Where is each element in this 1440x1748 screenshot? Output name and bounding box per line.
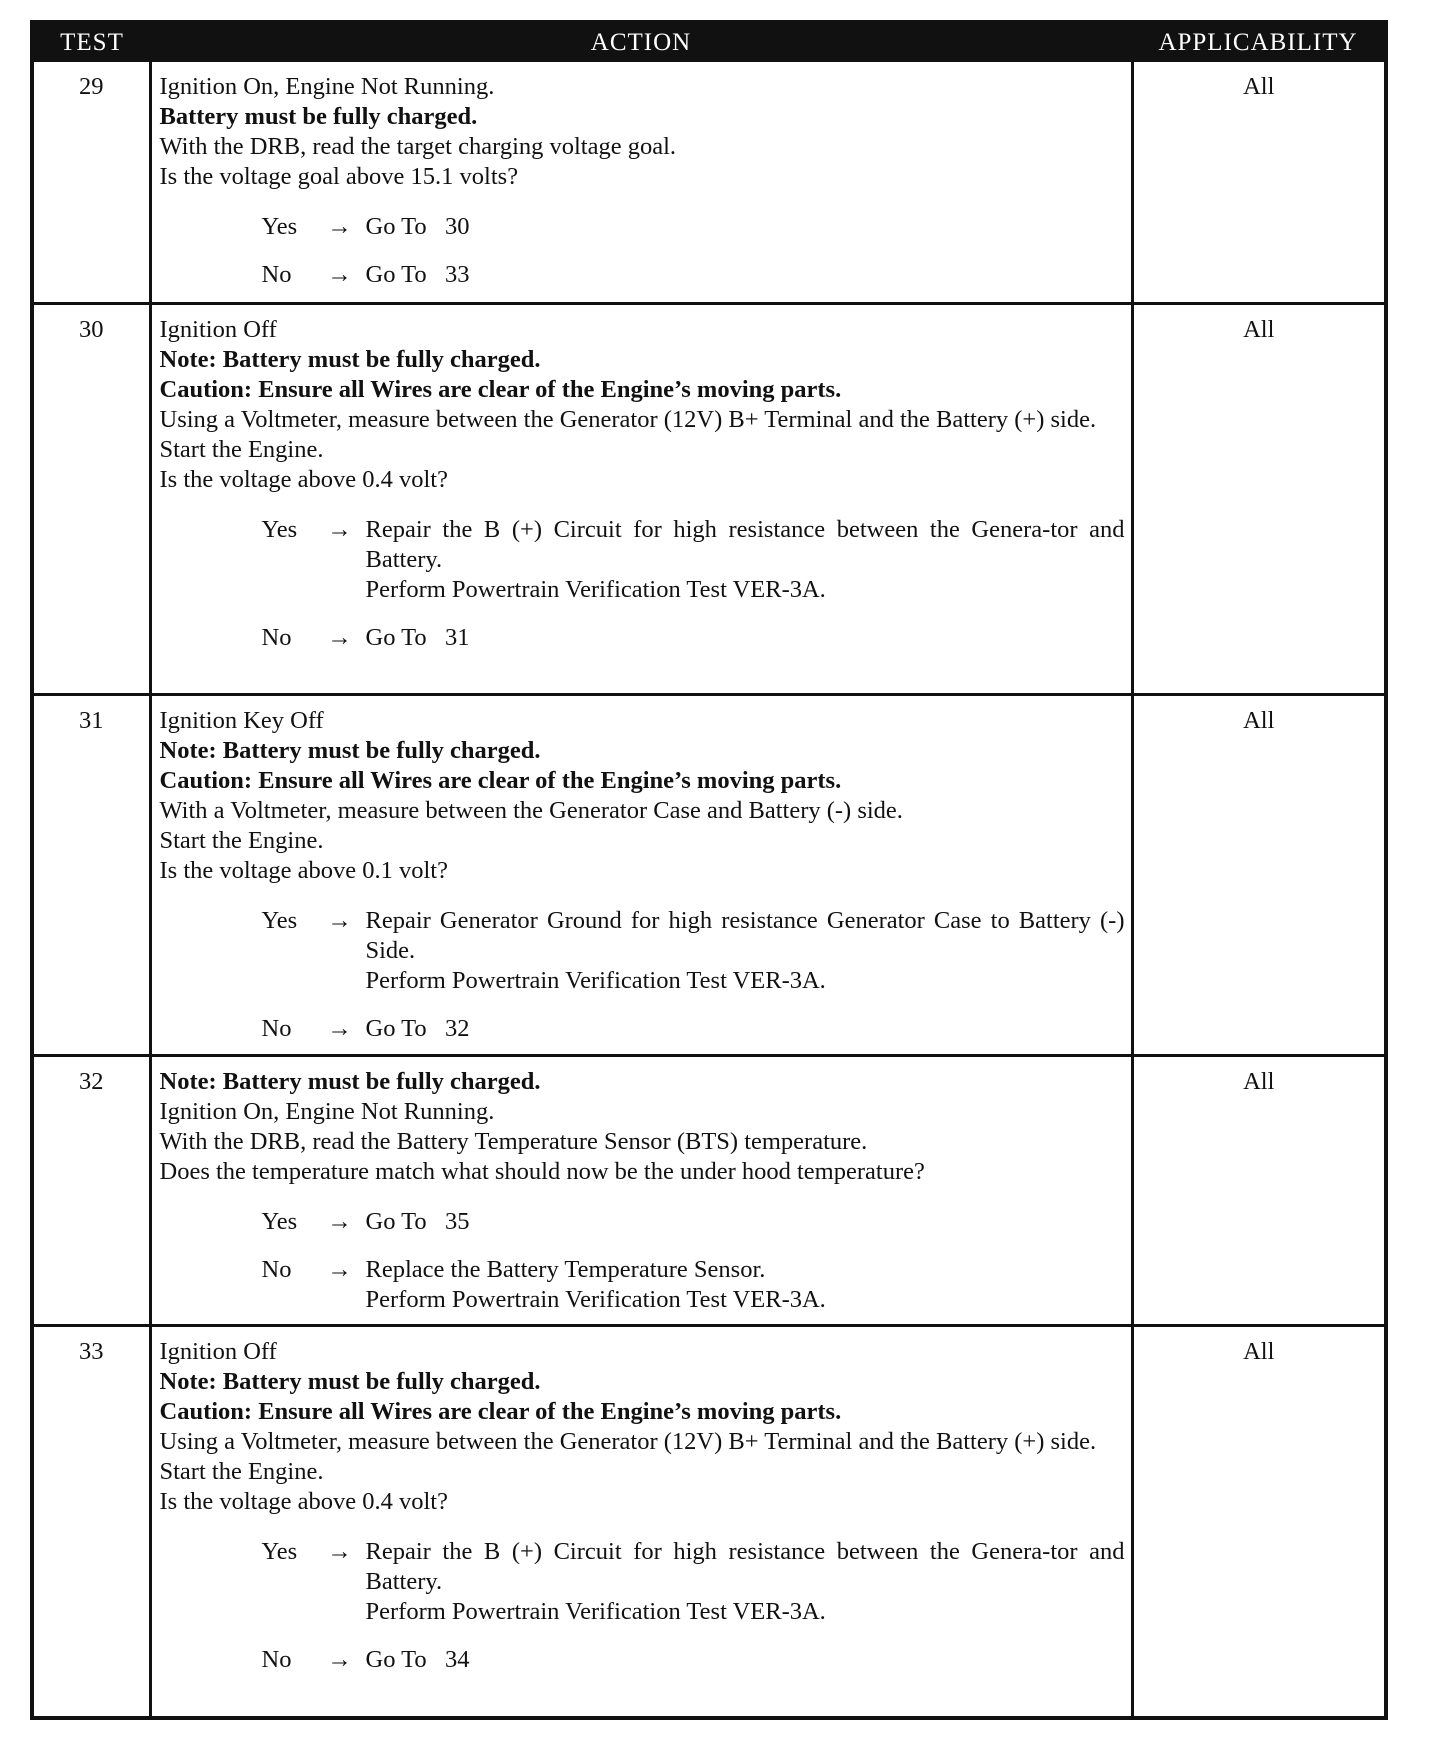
outcome-text: Go To 30 bbox=[365, 213, 470, 240]
outcome-text bbox=[366, 1537, 1125, 1627]
outcome-no bbox=[262, 260, 1125, 290]
test-number: 33 bbox=[34, 1325, 150, 1716]
action-line: Is the voltage above 0.4 volt? bbox=[159, 465, 448, 493]
table-row bbox=[34, 694, 1384, 1055]
arrow-icon: → bbox=[327, 1645, 352, 1673]
action-line: Caution: Ensure all Wires are clear of the Engine’s moving parts. bbox=[159, 1397, 842, 1425]
outcome-text-line: Repair the B (+) Circuit for high resistance between the Genera-tor and Battery. bbox=[365, 1537, 1125, 1595]
outcome-label: No bbox=[261, 1645, 292, 1673]
outcome-text: Go To 33 bbox=[365, 261, 470, 288]
outcome-label: Yes bbox=[261, 1207, 298, 1235]
arrow-icon: → bbox=[327, 906, 352, 934]
outcome-text-line: Perform Powertrain Verification Test VER-3A. bbox=[365, 575, 826, 603]
outcome-text-line: Perform Powertrain Verification Test VER-3A. bbox=[365, 966, 826, 994]
action-line: Ignition Off bbox=[159, 1337, 277, 1365]
arrow-icon: → bbox=[327, 515, 352, 543]
outcome-yes bbox=[262, 906, 1125, 996]
test-number: 31 bbox=[34, 694, 150, 1055]
outcome-no bbox=[262, 623, 1125, 653]
table-row bbox=[34, 1325, 1384, 1716]
test-number: 29 bbox=[34, 62, 150, 303]
outcome-no bbox=[262, 1014, 1125, 1044]
outcome-yes bbox=[262, 515, 1125, 605]
header-action: ACTION bbox=[150, 24, 1132, 62]
outcome-text bbox=[366, 1255, 1125, 1315]
test-number: 30 bbox=[34, 303, 150, 694]
arrow-icon: → bbox=[327, 261, 352, 288]
action-line: Start the Engine. bbox=[159, 1457, 324, 1485]
table-row bbox=[34, 303, 1384, 694]
action-cell bbox=[150, 62, 1132, 303]
applicability-value: All bbox=[1132, 1055, 1384, 1325]
table-row bbox=[34, 62, 1384, 303]
action-line: Caution: Ensure all Wires are clear of the Engine’s moving parts. bbox=[159, 375, 842, 403]
outcome-yes bbox=[262, 1537, 1125, 1627]
test-number: 32 bbox=[34, 1055, 150, 1325]
outcome-label: Yes bbox=[261, 515, 298, 543]
outcome-text: Go To 35 bbox=[365, 1207, 470, 1235]
action-line: With a Voltmeter, measure between the Generator Case and Battery (-) side. bbox=[159, 796, 903, 824]
arrow-icon: → bbox=[327, 213, 352, 240]
outcome-no bbox=[262, 1255, 1125, 1315]
action-line: Does the temperature match what should now be the under hood temperature? bbox=[159, 1157, 925, 1185]
outcome-label: Yes bbox=[261, 213, 298, 240]
outcome-text-line: Repair Generator Ground for high resistance Generator Case to Battery (-) Side. bbox=[365, 906, 1125, 964]
applicability-value: All bbox=[1132, 694, 1384, 1055]
test-table bbox=[34, 24, 1384, 1716]
action-line: Ignition Off bbox=[159, 315, 277, 343]
outcome-yes bbox=[262, 1207, 1125, 1237]
action-line: Caution: Ensure all Wires are clear of the Engine’s moving parts. bbox=[159, 766, 842, 794]
arrow-icon: → bbox=[327, 1014, 352, 1042]
action-cell bbox=[150, 1325, 1132, 1716]
outcome-yes bbox=[262, 212, 1125, 242]
action-line: Using a Voltmeter, measure between the Generator (12V) B+ Terminal and the Battery (+) side. bbox=[159, 405, 1097, 433]
action-line: Ignition On, Engine Not Running. bbox=[159, 73, 495, 100]
action-line: Note: Battery must be fully charged. bbox=[159, 1367, 541, 1395]
action-line: Is the voltage above 0.4 volt? bbox=[159, 1487, 448, 1515]
action-line: Note: Battery must be fully charged. bbox=[159, 345, 541, 373]
action-line: Is the voltage above 0.1 volt? bbox=[159, 856, 448, 884]
outcome-text: Go To 32 bbox=[365, 1014, 470, 1042]
outcome-label: Yes bbox=[261, 906, 298, 934]
action-line: Battery must be fully charged. bbox=[159, 103, 478, 130]
action-line: With the DRB, read the Battery Temperature Sensor (BTS) temperature. bbox=[159, 1127, 868, 1155]
diagnostic-test-table bbox=[30, 20, 1388, 1720]
outcome-text-line: Perform Powertrain Verification Test VER-3A. bbox=[365, 1285, 826, 1313]
outcome-text bbox=[366, 515, 1125, 605]
outcome-no bbox=[262, 1645, 1125, 1675]
outcome-label: No bbox=[261, 1255, 292, 1283]
outcome-text: Go To 31 bbox=[365, 623, 470, 651]
arrow-icon: → bbox=[327, 1537, 352, 1565]
outcome-text bbox=[366, 906, 1125, 996]
action-line: Note: Battery must be fully charged. bbox=[159, 1067, 541, 1095]
outcome-label: No bbox=[261, 1014, 292, 1042]
action-line: Note: Battery must be fully charged. bbox=[159, 736, 541, 764]
action-cell bbox=[150, 1055, 1132, 1325]
action-cell bbox=[150, 303, 1132, 694]
outcome-label: Yes bbox=[261, 1537, 298, 1565]
action-line: Is the voltage goal above 15.1 volts? bbox=[159, 163, 519, 190]
applicability-value: All bbox=[1132, 1325, 1384, 1716]
header-row bbox=[34, 24, 1384, 62]
action-line: With the DRB, read the target charging voltage goal. bbox=[159, 133, 677, 160]
outcome-text-line: Repair the B (+) Circuit for high resistance between the Genera-tor and Battery. bbox=[365, 515, 1125, 573]
action-cell bbox=[150, 694, 1132, 1055]
action-line: Using a Voltmeter, measure between the Generator (12V) B+ Terminal and the Battery (+) side. bbox=[159, 1427, 1097, 1455]
header-test: TEST bbox=[34, 24, 150, 62]
applicability-value: All bbox=[1132, 303, 1384, 694]
outcome-text-line: Perform Powertrain Verification Test VER-3A. bbox=[365, 1597, 826, 1625]
action-line: Start the Engine. bbox=[159, 435, 324, 463]
action-line: Start the Engine. bbox=[159, 826, 324, 854]
action-line: Ignition On, Engine Not Running. bbox=[159, 1097, 495, 1125]
outcome-text: Go To 34 bbox=[365, 1645, 470, 1673]
applicability-value: All bbox=[1243, 73, 1275, 100]
outcome-text-line: Replace the Battery Temperature Sensor. bbox=[365, 1255, 766, 1283]
arrow-icon: → bbox=[327, 1207, 352, 1235]
outcome-label: No bbox=[261, 623, 292, 651]
arrow-icon: → bbox=[327, 1255, 352, 1283]
arrow-icon: → bbox=[327, 623, 352, 651]
outcome-label: No bbox=[261, 261, 292, 288]
action-line: Ignition Key Off bbox=[159, 706, 324, 734]
header-applicability: APPLICABILITY bbox=[1132, 24, 1384, 62]
table-row bbox=[34, 1055, 1384, 1325]
